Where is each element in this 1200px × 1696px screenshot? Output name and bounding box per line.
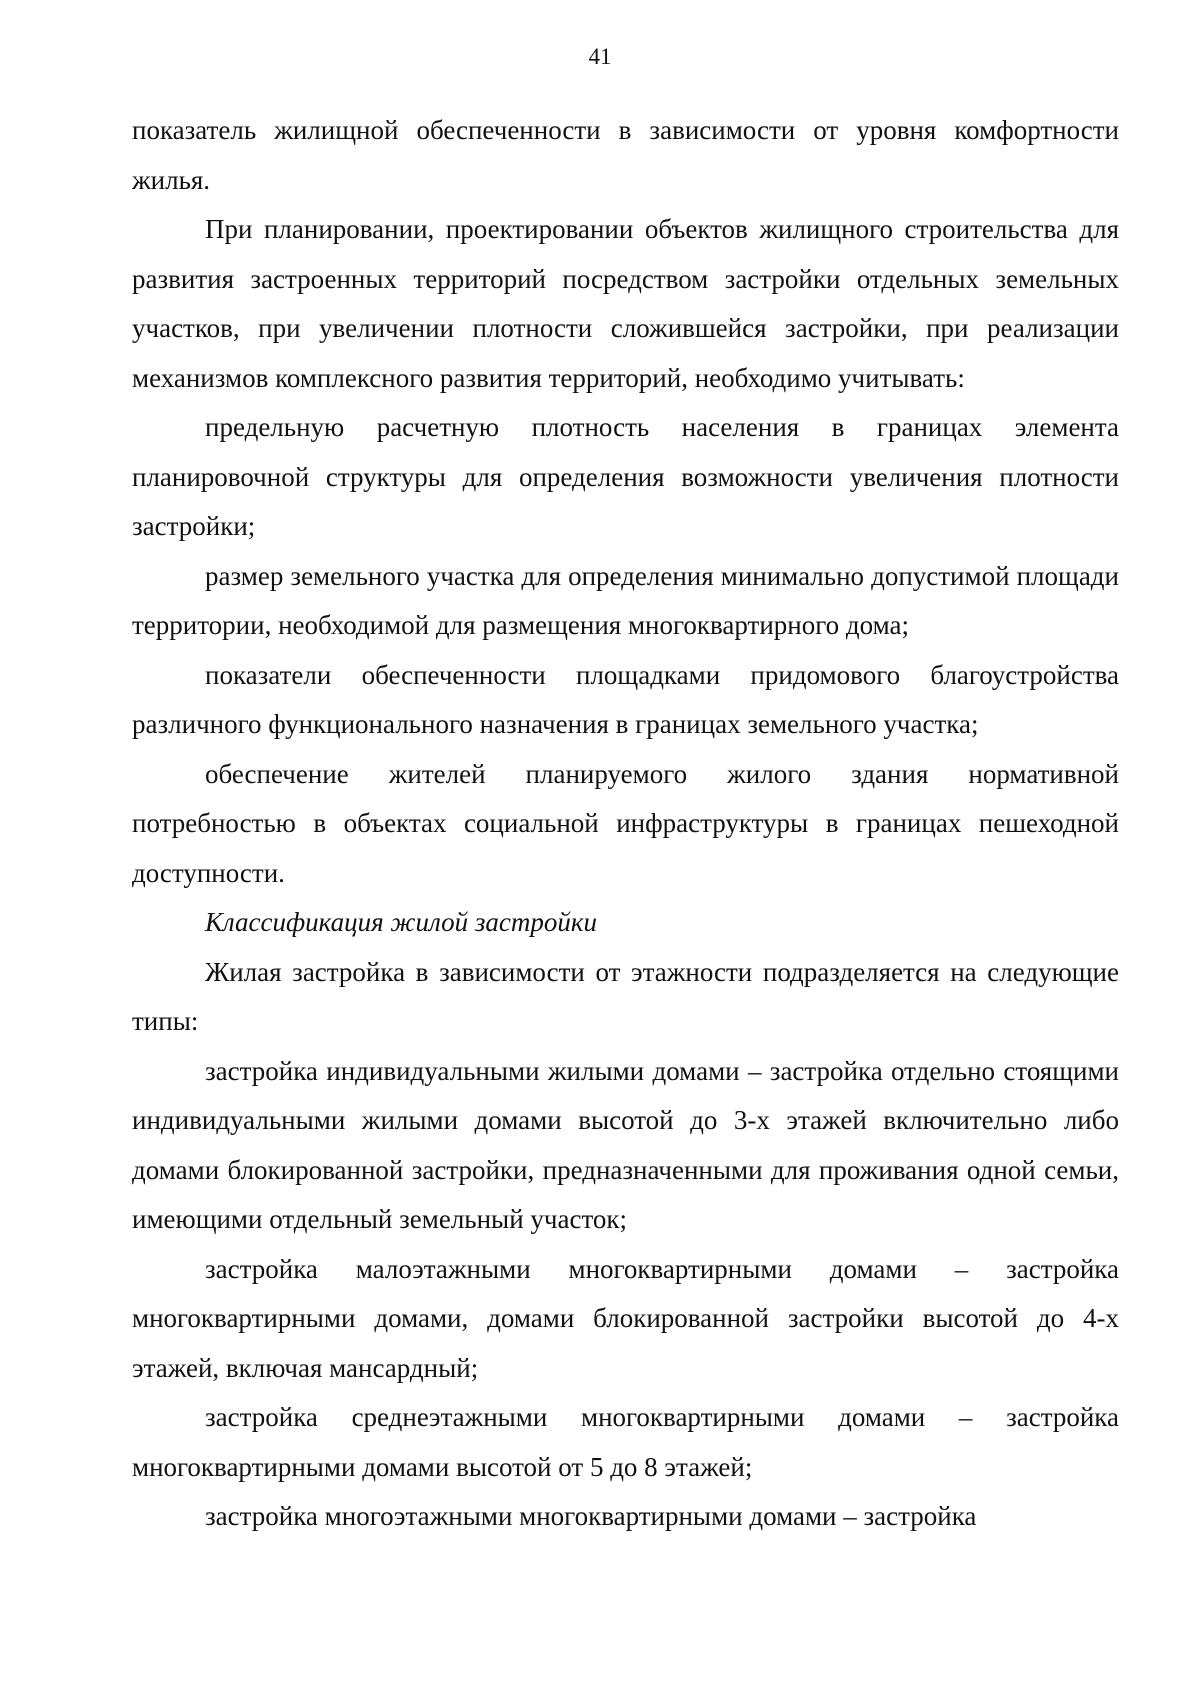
paragraph-planning-considerations: При планировании, проектировании объектов жилищного строительства для развития застроенных территорий посредством застройки отдельных земельных участков, при увеличении плотности сложившейся застройки, при реализации механизмов комплексного развития территорий, необходимо учитывать: [132, 214, 1119, 393]
paragraph-population-density: предельную расчетную плотность населения в границах элемента планировочной структуры для определения возможности увеличения плотности застройки; [132, 412, 1119, 541]
paragraph-yard-amenities: показатели обеспеченности площадками придомового благоустройства различного функционального назначения в границах земельного участка; [132, 659, 1119, 739]
section-heading-classification: Классификация жилой застройки [205, 907, 598, 937]
paragraph-individual-houses: застройка индивидуальными жилыми домами – застройка отдельно стоящими индивидуальными жилыми домами высотой до 3-х этажей включительно либо домами блокированной застройки, предназначенными для проживания одной семьи, имеющими отдельный земельный участок; [132, 1055, 1119, 1234]
paragraph-land-plot-size: размер земельного участка для определения минимально допустимой площади территории, необходимой для размещения многоквартирного дома; [132, 560, 1119, 640]
document-body [132, 106, 1119, 1542]
paragraph-classification-intro: Жилая застройка в зависимости от этажности подразделяется на следующие типы: [132, 956, 1119, 1036]
page-number: 41 [588, 44, 612, 69]
paragraph-housing-indicator-continuation: показатель жилищной обеспеченности в зависимости от уровня комфортности жилья. [132, 115, 1119, 195]
paragraph-mid-rise: застройка среднеэтажными многоквартирными домами – застройка многоквартирными домами высотой от 5 до 8 этажей; [132, 1402, 1119, 1482]
paragraph-social-infrastructure: обеспечение жителей планируемого жилого здания нормативной потребностью в объектах социальной инфраструктуры в границах пешеходной доступности. [132, 758, 1119, 888]
paragraph-low-rise: застройка малоэтажными многоквартирными домами – застройка многоквартирными домами, домами блокированной застройки высотой до 4-х этажей, включая мансардный; [132, 1253, 1119, 1383]
paragraph-high-rise: застройка многоэтажными многоквартирными домами – застройка [205, 1501, 977, 1531]
